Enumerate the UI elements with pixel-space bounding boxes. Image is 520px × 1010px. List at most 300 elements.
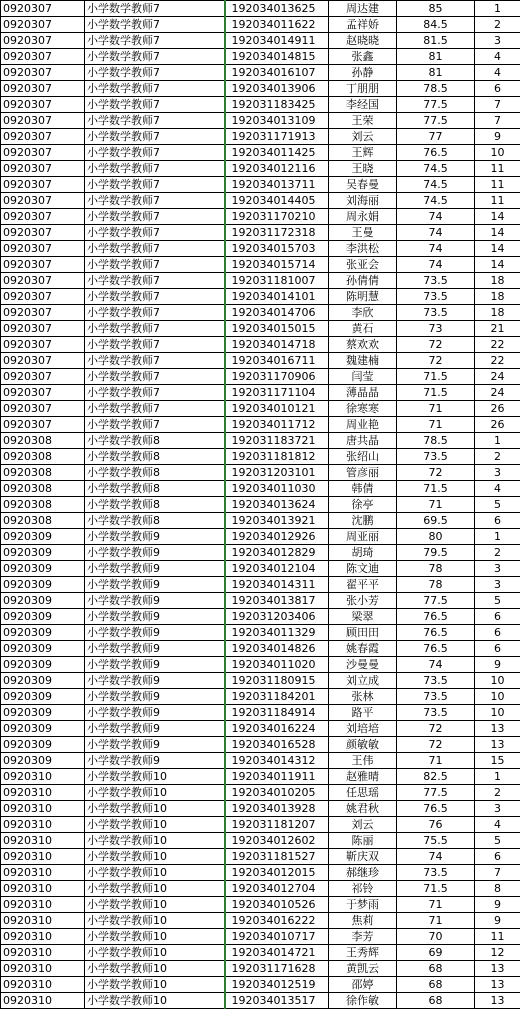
candidate-name-cell: 王晓 xyxy=(329,161,397,177)
rank-cell: 4 xyxy=(475,65,520,81)
exam-id-cell: 192034016107 xyxy=(225,65,329,81)
position-name-cell: 小学数学教师9 xyxy=(85,609,225,625)
rank-cell: 6 xyxy=(475,641,520,657)
score-cell: 71 xyxy=(397,497,475,513)
position-name-cell: 小学数学教师9 xyxy=(85,721,225,737)
table-row xyxy=(1,305,520,321)
score-cell: 71 xyxy=(397,897,475,913)
rank-cell: 2 xyxy=(475,449,520,465)
candidate-name-cell: 王辉 xyxy=(329,145,397,161)
exam-id-cell: 192031170210 xyxy=(225,209,329,225)
position-code-cell: 0920310 xyxy=(1,961,85,977)
table-row xyxy=(1,513,520,529)
position-name-cell: 小学数学教师9 xyxy=(85,561,225,577)
candidate-name-cell: 徐亭 xyxy=(329,497,397,513)
score-cell: 85 xyxy=(397,1,475,17)
position-name-cell: 小学数学教师7 xyxy=(85,97,225,113)
position-name-cell: 小学数学教师10 xyxy=(85,977,225,993)
table-row xyxy=(1,433,520,449)
candidate-name-cell: 徐寒寒 xyxy=(329,401,397,417)
position-name-cell: 小学数学教师10 xyxy=(85,865,225,881)
table-row xyxy=(1,785,520,801)
score-cell: 74.5 xyxy=(397,177,475,193)
score-cell: 74 xyxy=(397,849,475,865)
position-name-cell: 小学数学教师10 xyxy=(85,817,225,833)
position-code-cell: 0920309 xyxy=(1,609,85,625)
rank-cell: 1 xyxy=(475,1,520,17)
candidate-name-cell: 刘立成 xyxy=(329,673,397,689)
position-code-cell: 0920308 xyxy=(1,449,85,465)
position-name-cell: 小学数学教师7 xyxy=(85,417,225,433)
exam-id-cell: 192031181527 xyxy=(225,849,329,865)
rank-cell: 12 xyxy=(475,945,520,961)
exam-id-cell: 192031170906 xyxy=(225,369,329,385)
exam-id-cell: 192034013906 xyxy=(225,81,329,97)
score-cell: 77.5 xyxy=(397,785,475,801)
position-code-cell: 0920307 xyxy=(1,65,85,81)
score-cell: 77.5 xyxy=(397,593,475,609)
candidate-name-cell: 丁朋朋 xyxy=(329,81,397,97)
exam-id-cell: 192034010121 xyxy=(225,401,329,417)
position-name-cell: 小学数学教师8 xyxy=(85,449,225,465)
position-name-cell: 小学数学教师7 xyxy=(85,145,225,161)
position-name-cell: 小学数学教师9 xyxy=(85,689,225,705)
exam-id-cell: 192034011622 xyxy=(225,17,329,33)
position-code-cell: 0920307 xyxy=(1,241,85,257)
score-cell: 72 xyxy=(397,353,475,369)
table-row xyxy=(1,673,520,689)
score-cell: 71.5 xyxy=(397,385,475,401)
position-name-cell: 小学数学教师7 xyxy=(85,401,225,417)
exam-id-cell: 192034012104 xyxy=(225,561,329,577)
score-cell: 76 xyxy=(397,817,475,833)
rank-cell: 11 xyxy=(475,177,520,193)
position-code-cell: 0920307 xyxy=(1,337,85,353)
table-row xyxy=(1,865,520,881)
score-cell: 74 xyxy=(397,209,475,225)
candidate-name-cell: 魏建楠 xyxy=(329,353,397,369)
exam-id-cell: 192034012015 xyxy=(225,865,329,881)
table-row xyxy=(1,977,520,993)
candidate-name-cell: 赵雅晴 xyxy=(329,769,397,785)
candidate-name-cell: 翟平平 xyxy=(329,577,397,593)
position-name-cell: 小学数学教师10 xyxy=(85,833,225,849)
exam-id-cell: 192031184914 xyxy=(225,705,329,721)
table-row xyxy=(1,129,520,145)
exam-id-cell: 192034015703 xyxy=(225,241,329,257)
table-row xyxy=(1,625,520,641)
position-name-cell: 小学数学教师7 xyxy=(85,209,225,225)
score-cell: 76.5 xyxy=(397,801,475,817)
score-cell: 71.5 xyxy=(397,369,475,385)
candidate-name-cell: 沙曼曼 xyxy=(329,657,397,673)
position-code-cell: 0920309 xyxy=(1,641,85,657)
rank-cell: 10 xyxy=(475,689,520,705)
position-name-cell: 小学数学教师8 xyxy=(85,513,225,529)
score-cell: 82.5 xyxy=(397,769,475,785)
position-name-cell: 小学数学教师10 xyxy=(85,785,225,801)
candidate-name-cell: 张林 xyxy=(329,689,397,705)
position-name-cell: 小学数学教师7 xyxy=(85,337,225,353)
candidate-name-cell: 薄晶晶 xyxy=(329,385,397,401)
rank-cell: 24 xyxy=(475,369,520,385)
score-cell: 74 xyxy=(397,657,475,673)
position-code-cell: 0920309 xyxy=(1,577,85,593)
exam-id-cell: 192031184201 xyxy=(225,689,329,705)
position-name-cell: 小学数学教师7 xyxy=(85,129,225,145)
exam-id-cell: 192031171104 xyxy=(225,385,329,401)
candidate-name-cell: 闫莹 xyxy=(329,369,397,385)
rank-cell: 9 xyxy=(475,657,520,673)
exam-id-cell: 192034013624 xyxy=(225,497,329,513)
position-code-cell: 0920309 xyxy=(1,705,85,721)
table-row xyxy=(1,801,520,817)
candidate-name-cell: 颜敏敏 xyxy=(329,737,397,753)
candidate-name-cell: 吴春曼 xyxy=(329,177,397,193)
candidate-name-cell: 路平 xyxy=(329,705,397,721)
candidate-name-cell: 焦莉 xyxy=(329,913,397,929)
exam-id-cell: 192034013921 xyxy=(225,513,329,529)
table-row xyxy=(1,321,520,337)
position-code-cell: 0920307 xyxy=(1,17,85,33)
position-code-cell: 0920310 xyxy=(1,801,85,817)
position-code-cell: 0920307 xyxy=(1,273,85,289)
rank-cell: 9 xyxy=(475,913,520,929)
candidate-name-cell: 刘海丽 xyxy=(329,193,397,209)
score-cell: 76.5 xyxy=(397,641,475,657)
candidate-name-cell: 孙静 xyxy=(329,65,397,81)
exam-id-cell: 192034011712 xyxy=(225,417,329,433)
score-cell: 79.5 xyxy=(397,545,475,561)
candidate-name-cell: 梁翠 xyxy=(329,609,397,625)
score-cell: 78.5 xyxy=(397,433,475,449)
rank-cell: 6 xyxy=(475,81,520,97)
candidate-name-cell: 祁铃 xyxy=(329,881,397,897)
score-cell: 69.5 xyxy=(397,513,475,529)
rank-cell: 2 xyxy=(475,17,520,33)
position-name-cell: 小学数学教师9 xyxy=(85,641,225,657)
position-name-cell: 小学数学教师10 xyxy=(85,993,225,1009)
position-name-cell: 小学数学教师10 xyxy=(85,897,225,913)
score-cell: 71 xyxy=(397,913,475,929)
rank-cell: 11 xyxy=(475,161,520,177)
exam-id-cell: 192034012602 xyxy=(225,833,329,849)
position-name-cell: 小学数学教师10 xyxy=(85,961,225,977)
exam-id-cell: 192034014311 xyxy=(225,577,329,593)
position-code-cell: 0920309 xyxy=(1,673,85,689)
table-row xyxy=(1,897,520,913)
position-name-cell: 小学数学教师10 xyxy=(85,769,225,785)
score-cell: 71 xyxy=(397,401,475,417)
candidate-name-cell: 周达建 xyxy=(329,1,397,17)
score-cell: 78 xyxy=(397,561,475,577)
score-cell: 74.5 xyxy=(397,161,475,177)
table-row xyxy=(1,833,520,849)
rank-cell: 2 xyxy=(475,545,520,561)
rank-cell: 13 xyxy=(475,737,520,753)
exam-id-cell: 192034012116 xyxy=(225,161,329,177)
position-code-cell: 0920307 xyxy=(1,369,85,385)
exam-id-cell: 192031181207 xyxy=(225,817,329,833)
table-row xyxy=(1,641,520,657)
rank-cell: 1 xyxy=(475,769,520,785)
table-row xyxy=(1,609,520,625)
position-code-cell: 0920310 xyxy=(1,977,85,993)
score-cell: 76.5 xyxy=(397,145,475,161)
table-row xyxy=(1,385,520,401)
exam-id-cell: 192034016528 xyxy=(225,737,329,753)
candidate-name-cell: 管彦丽 xyxy=(329,465,397,481)
table-row xyxy=(1,497,520,513)
position-code-cell: 0920307 xyxy=(1,321,85,337)
table-row xyxy=(1,737,520,753)
rank-cell: 7 xyxy=(475,865,520,881)
score-cell: 72 xyxy=(397,737,475,753)
score-cell: 76.5 xyxy=(397,609,475,625)
rank-cell: 18 xyxy=(475,273,520,289)
exam-id-cell: 192034014405 xyxy=(225,193,329,209)
table-row xyxy=(1,545,520,561)
table-row xyxy=(1,657,520,673)
position-name-cell: 小学数学教师7 xyxy=(85,257,225,273)
rank-cell: 5 xyxy=(475,593,520,609)
score-cell: 78 xyxy=(397,577,475,593)
exam-id-cell: 192034013711 xyxy=(225,177,329,193)
position-code-cell: 0920310 xyxy=(1,993,85,1009)
position-code-cell: 0920307 xyxy=(1,97,85,113)
rank-cell: 9 xyxy=(475,129,520,145)
candidate-name-cell: 韩倩 xyxy=(329,481,397,497)
table-row xyxy=(1,225,520,241)
position-code-cell: 0920310 xyxy=(1,849,85,865)
position-code-cell: 0920307 xyxy=(1,257,85,273)
position-name-cell: 小学数学教师7 xyxy=(85,113,225,129)
exam-id-cell: 192034013928 xyxy=(225,801,329,817)
position-code-cell: 0920307 xyxy=(1,81,85,97)
table-row xyxy=(1,481,520,497)
score-cell: 73.5 xyxy=(397,689,475,705)
rank-cell: 14 xyxy=(475,241,520,257)
exam-id-cell: 192034016224 xyxy=(225,721,329,737)
table-row xyxy=(1,1,520,17)
rank-cell: 1 xyxy=(475,529,520,545)
candidate-name-cell: 周业艳 xyxy=(329,417,397,433)
table-row xyxy=(1,577,520,593)
position-code-cell: 0920309 xyxy=(1,593,85,609)
table-row xyxy=(1,817,520,833)
position-code-cell: 0920309 xyxy=(1,529,85,545)
position-name-cell: 小学数学教师9 xyxy=(85,673,225,689)
candidate-name-cell: 赵晓晓 xyxy=(329,33,397,49)
exam-id-cell: 192034014721 xyxy=(225,945,329,961)
rank-cell: 21 xyxy=(475,321,520,337)
table-row xyxy=(1,593,520,609)
table-row xyxy=(1,97,520,113)
position-code-cell: 0920308 xyxy=(1,465,85,481)
position-name-cell: 小学数学教师7 xyxy=(85,273,225,289)
position-code-cell: 0920307 xyxy=(1,1,85,17)
rank-cell: 15 xyxy=(475,753,520,769)
candidate-name-cell: 陈文迪 xyxy=(329,561,397,577)
rank-cell: 18 xyxy=(475,289,520,305)
exam-id-cell: 192031180915 xyxy=(225,673,329,689)
exam-id-cell: 192034011911 xyxy=(225,769,329,785)
rank-cell: 9 xyxy=(475,897,520,913)
rank-cell: 13 xyxy=(475,721,520,737)
candidate-name-cell: 唐共晶 xyxy=(329,433,397,449)
rank-cell: 3 xyxy=(475,561,520,577)
position-code-cell: 0920307 xyxy=(1,177,85,193)
exam-id-cell: 192031203101 xyxy=(225,465,329,481)
score-cell: 70 xyxy=(397,929,475,945)
exam-id-cell: 192031181812 xyxy=(225,449,329,465)
score-cell: 81.5 xyxy=(397,33,475,49)
exam-id-cell: 192034014718 xyxy=(225,337,329,353)
candidate-name-cell: 王伟 xyxy=(329,753,397,769)
table-body xyxy=(1,1,520,1009)
score-cell: 68 xyxy=(397,977,475,993)
position-code-cell: 0920310 xyxy=(1,865,85,881)
score-cell: 77.5 xyxy=(397,113,475,129)
table-row xyxy=(1,161,520,177)
table-row xyxy=(1,913,520,929)
table-row xyxy=(1,209,520,225)
position-code-cell: 0920307 xyxy=(1,353,85,369)
position-name-cell: 小学数学教师7 xyxy=(85,161,225,177)
score-cell: 71 xyxy=(397,417,475,433)
position-name-cell: 小学数学教师7 xyxy=(85,49,225,65)
score-cell: 77 xyxy=(397,129,475,145)
position-code-cell: 0920308 xyxy=(1,433,85,449)
candidate-name-cell: 李芳 xyxy=(329,929,397,945)
rank-cell: 3 xyxy=(475,465,520,481)
table-row xyxy=(1,993,520,1009)
table-row xyxy=(1,17,520,33)
exam-id-cell: 192034010205 xyxy=(225,785,329,801)
score-cell: 84.5 xyxy=(397,17,475,33)
position-code-cell: 0920307 xyxy=(1,193,85,209)
rank-cell: 26 xyxy=(475,401,520,417)
exam-id-cell: 192034016711 xyxy=(225,353,329,369)
score-cell: 72 xyxy=(397,721,475,737)
position-code-cell: 0920307 xyxy=(1,113,85,129)
position-code-cell: 0920307 xyxy=(1,417,85,433)
score-cell: 68 xyxy=(397,961,475,977)
position-name-cell: 小学数学教师7 xyxy=(85,65,225,81)
table-row xyxy=(1,369,520,385)
candidate-name-cell: 李欣 xyxy=(329,305,397,321)
exam-id-cell: 192034010526 xyxy=(225,897,329,913)
position-name-cell: 小学数学教师9 xyxy=(85,577,225,593)
position-code-cell: 0920308 xyxy=(1,513,85,529)
rank-cell: 3 xyxy=(475,801,520,817)
candidate-name-cell: 刘云 xyxy=(329,129,397,145)
rank-cell: 3 xyxy=(475,33,520,49)
exam-id-cell: 192034013109 xyxy=(225,113,329,129)
table-row xyxy=(1,353,520,369)
position-name-cell: 小学数学教师7 xyxy=(85,241,225,257)
candidate-name-cell: 孙倩倩 xyxy=(329,273,397,289)
rank-cell: 18 xyxy=(475,305,520,321)
position-name-cell: 小学数学教师8 xyxy=(85,465,225,481)
candidate-name-cell: 张绍山 xyxy=(329,449,397,465)
rank-cell: 4 xyxy=(475,49,520,65)
candidate-name-cell: 胡琦 xyxy=(329,545,397,561)
candidate-name-cell: 蔡欢欢 xyxy=(329,337,397,353)
score-cell: 76.5 xyxy=(397,625,475,641)
candidate-name-cell: 邵婷 xyxy=(329,977,397,993)
rank-cell: 14 xyxy=(475,225,520,241)
rank-cell: 7 xyxy=(475,97,520,113)
exam-id-cell: 192031172318 xyxy=(225,225,329,241)
position-name-cell: 小学数学教师7 xyxy=(85,321,225,337)
table-row xyxy=(1,177,520,193)
position-code-cell: 0920307 xyxy=(1,401,85,417)
exam-id-cell: 192034014826 xyxy=(225,641,329,657)
position-code-cell: 0920307 xyxy=(1,129,85,145)
position-code-cell: 0920309 xyxy=(1,737,85,753)
table-row xyxy=(1,417,520,433)
table-row xyxy=(1,49,520,65)
rank-cell: 22 xyxy=(475,337,520,353)
score-cell: 73.5 xyxy=(397,705,475,721)
candidate-name-cell: 李洪松 xyxy=(329,241,397,257)
position-name-cell: 小学数学教师9 xyxy=(85,753,225,769)
score-cell: 71.5 xyxy=(397,881,475,897)
score-cell: 73.5 xyxy=(397,305,475,321)
position-code-cell: 0920308 xyxy=(1,481,85,497)
exam-id-cell: 192034013517 xyxy=(225,993,329,1009)
candidate-name-cell: 郝继珍 xyxy=(329,865,397,881)
score-cell: 72 xyxy=(397,337,475,353)
table-row xyxy=(1,241,520,257)
score-cell: 69 xyxy=(397,945,475,961)
rank-cell: 10 xyxy=(475,705,520,721)
position-code-cell: 0920309 xyxy=(1,561,85,577)
table-row xyxy=(1,273,520,289)
candidate-name-cell: 刘培培 xyxy=(329,721,397,737)
table-row xyxy=(1,769,520,785)
candidate-name-cell: 周亚丽 xyxy=(329,529,397,545)
candidate-name-cell: 顾田田 xyxy=(329,625,397,641)
table-row xyxy=(1,449,520,465)
rank-cell: 6 xyxy=(475,513,520,529)
position-name-cell: 小学数学教师8 xyxy=(85,481,225,497)
position-code-cell: 0920307 xyxy=(1,161,85,177)
position-code-cell: 0920310 xyxy=(1,881,85,897)
position-code-cell: 0920310 xyxy=(1,769,85,785)
rank-cell: 3 xyxy=(475,577,520,593)
rank-cell: 6 xyxy=(475,849,520,865)
position-code-cell: 0920310 xyxy=(1,785,85,801)
exam-id-cell: 192034014312 xyxy=(225,753,329,769)
position-name-cell: 小学数学教师10 xyxy=(85,929,225,945)
position-code-cell: 0920309 xyxy=(1,689,85,705)
candidate-name-cell: 陈丽 xyxy=(329,833,397,849)
position-name-cell: 小学数学教师8 xyxy=(85,433,225,449)
score-cell: 73.5 xyxy=(397,865,475,881)
rank-cell: 11 xyxy=(475,929,520,945)
table-row xyxy=(1,945,520,961)
position-code-cell: 0920310 xyxy=(1,897,85,913)
position-name-cell: 小学数学教师7 xyxy=(85,225,225,241)
position-name-cell: 小学数学教师9 xyxy=(85,593,225,609)
candidate-name-cell: 李经国 xyxy=(329,97,397,113)
candidate-name-cell: 张鑫 xyxy=(329,49,397,65)
position-code-cell: 0920309 xyxy=(1,545,85,561)
candidate-name-cell: 于梦雨 xyxy=(329,897,397,913)
table-row xyxy=(1,113,520,129)
